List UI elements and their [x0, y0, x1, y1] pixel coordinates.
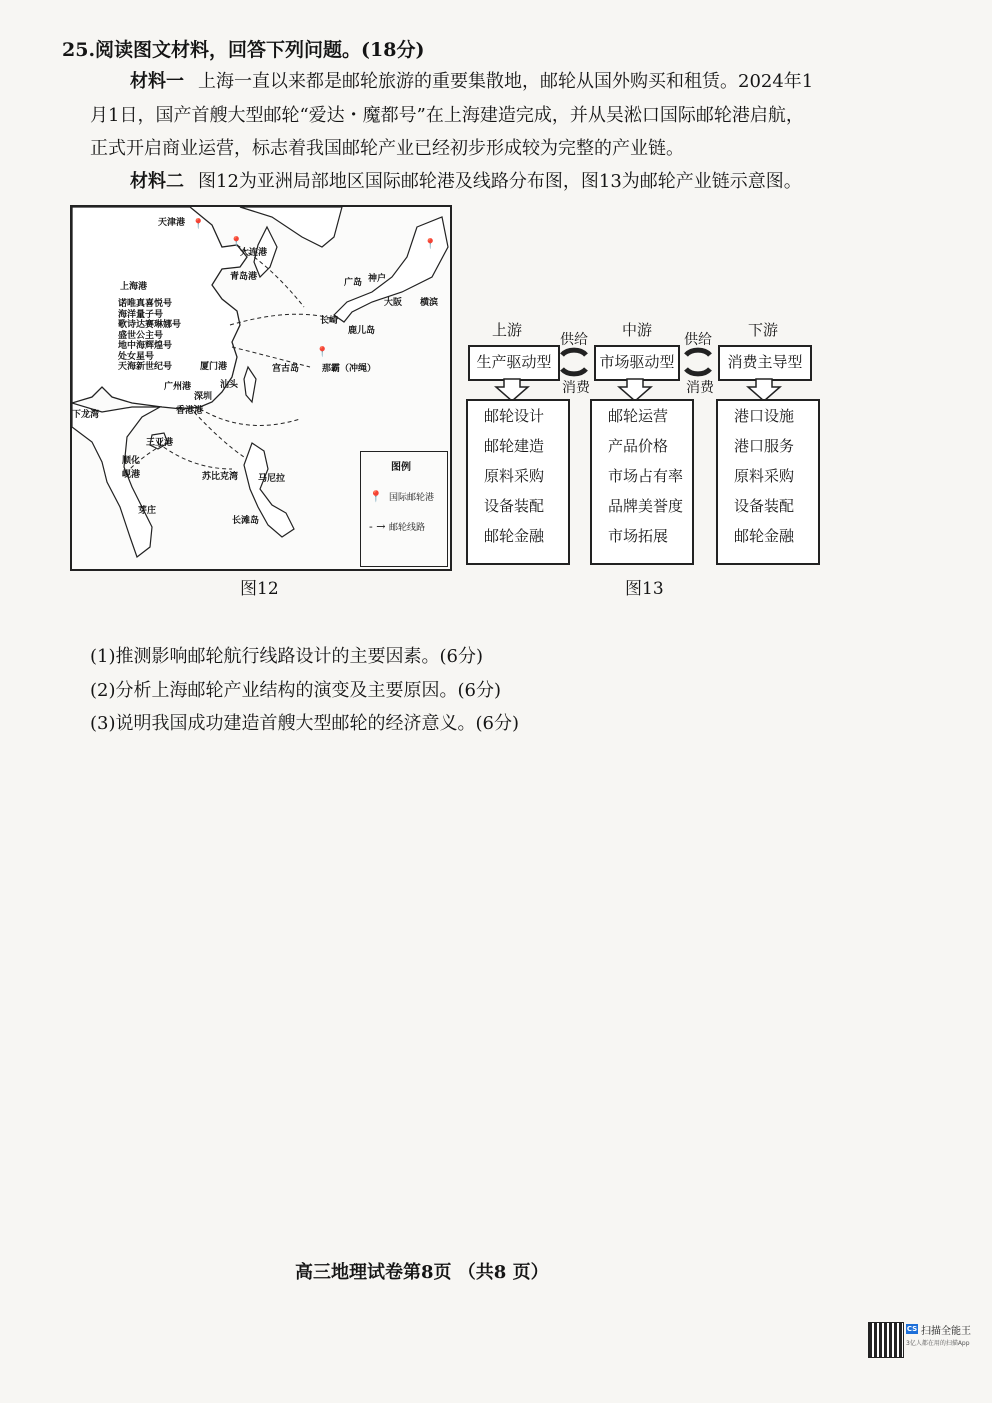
chain-item: 邮轮建造	[484, 437, 545, 455]
chain-item: 港口服务	[734, 437, 795, 455]
ship-item: 处女星号	[118, 351, 155, 362]
ship-item: 诺唯真喜悦号	[118, 299, 173, 309]
consume-label-2: 消费	[686, 380, 714, 396]
chain-item: 邮轮金融	[484, 527, 545, 545]
subquestion-3: (3)说明我国成功建造首艘大型邮轮的经济意义。(6分)	[90, 713, 519, 734]
port-pin-icon: 📍	[424, 239, 437, 250]
page-footer: 高三地理试卷第8页 （共8 页）	[295, 1262, 549, 1283]
chain-item: 邮轮运营	[608, 407, 669, 425]
port-xiamen: 厦门港	[200, 362, 228, 372]
port-pin-icon: 📍	[316, 347, 329, 358]
indochina-outline	[72, 403, 160, 557]
consume-label-1: 消费	[562, 380, 590, 396]
port-nhatrang: 芽庄	[138, 506, 157, 516]
dashed-arrow-icon: - →	[369, 520, 386, 533]
port-hongkong: 香港港	[176, 406, 204, 416]
midstream-label: 中游	[622, 321, 653, 339]
material1-line2: 月1日，国产首艘大型邮轮“爱达・魔都号”在上海建造完成，并从吴淞口国际邮轮港启航，	[90, 105, 804, 126]
ship-item: 歌诗达赛琳娜号	[118, 320, 182, 330]
port-guangdao: 广岛	[344, 278, 363, 288]
chain-item: 原料采购	[484, 467, 545, 485]
northeast-outline	[240, 207, 342, 247]
type-market-driven: 市场驱动型	[594, 345, 680, 381]
route-philippines	[194, 412, 244, 457]
material2-line	[130, 170, 802, 194]
legend-port-label: 国际邮轮港	[389, 493, 435, 503]
shanghai-ship-list	[118, 299, 181, 373]
type-production-driven: 生产驱动型	[468, 345, 560, 381]
down-arrow-icon	[496, 379, 528, 401]
type-consumption-led: 消费主导型	[718, 345, 812, 381]
chain-item: 邮轮设计	[484, 407, 545, 425]
question-title: 25.阅读图文材料，回答下列问题。(18分)	[62, 39, 425, 61]
scanner-watermark	[868, 1322, 972, 1362]
material1-line1	[130, 70, 813, 94]
cruise-port-map	[70, 205, 452, 571]
ship-item: 地中海辉煌号	[118, 341, 173, 351]
material2-text: 图12为亚洲局部地区国际邮轮港及线路分布图，图13为邮轮产业链示意图。	[198, 171, 802, 192]
chain-item: 原料采购	[734, 467, 795, 485]
map-caption: 图12	[240, 579, 279, 599]
ship-item: 盛世公主号	[118, 330, 164, 341]
industry-chain-diagram	[462, 315, 834, 565]
material2-label: 材料二	[130, 171, 184, 192]
port-hue: 顺化	[122, 456, 141, 466]
port-shantou: 汕头	[220, 380, 239, 390]
port-tianjin: 天津港	[158, 218, 186, 228]
cycle-arrow-icon	[562, 350, 586, 374]
chain-item: 市场占有率	[608, 467, 684, 485]
subquestion-2: (2)分析上海邮轮产业结构的演变及主要原因。(6分)	[90, 680, 501, 701]
port-yokohama: 横滨	[420, 298, 439, 308]
down-arrow-icon	[748, 379, 780, 401]
upstream-items	[466, 399, 570, 565]
subquestion-1: (1)推测影响邮轮航行线路设计的主要因素。(6分)	[90, 646, 483, 667]
ship-item: 海洋量子号	[118, 309, 164, 320]
cycle-arrow-icon	[686, 350, 710, 374]
port-naha: 那霸（冲绳）	[322, 364, 377, 374]
port-kagoshima: 鹿儿岛	[348, 326, 376, 336]
port-pin-icon: 📍	[369, 490, 383, 503]
chain-item: 邮轮金融	[734, 527, 795, 545]
legend-route-row	[369, 520, 425, 533]
upstream-label: 上游	[492, 321, 523, 339]
downstream-label: 下游	[748, 321, 779, 339]
scanner-name: 扫描全能王	[921, 1326, 971, 1337]
chain-item: 产品价格	[608, 437, 669, 455]
port-osaka: 大阪	[384, 298, 403, 308]
port-pin-icon: 📍	[192, 219, 205, 230]
port-miyako: 宫古岛	[272, 364, 300, 374]
port-sanya: 三亚港	[146, 438, 174, 448]
port-danang: 岘港	[122, 470, 141, 480]
port-guangzhou: 广州港	[164, 382, 192, 392]
supply-label-1: 供给	[560, 332, 588, 348]
port-pin-icon: 📍	[230, 237, 243, 248]
downstream-items	[716, 399, 820, 565]
legend-port-row	[369, 490, 434, 503]
legend-title: 图例	[391, 462, 411, 473]
midstream-items	[590, 399, 694, 565]
chain-item: 港口设施	[734, 407, 795, 425]
material1-text1: 上海一直以来都是邮轮旅游的重要集散地，邮轮从国外购买和租赁。2024年1	[198, 71, 814, 92]
qr-code-icon	[868, 1322, 904, 1358]
chain-item: 市场拓展	[608, 527, 669, 545]
port-kobe: 神户	[368, 274, 387, 284]
scanner-logo: CS	[906, 1325, 918, 1333]
chain-item: 设备装配	[734, 497, 795, 515]
port-subic: 苏比克湾	[202, 472, 239, 482]
taiwan-outline	[244, 367, 256, 402]
port-changtan: 长滩岛	[232, 516, 260, 526]
down-arrow-icon	[619, 379, 651, 401]
port-shenzhen: 深圳	[194, 392, 213, 402]
legend-route-label: 邮轮线路	[389, 523, 426, 533]
port-manila: 马尼拉	[258, 474, 286, 484]
port-shanghai: 上海港	[120, 282, 148, 292]
chain-item: 设备装配	[484, 497, 545, 515]
port-nagasaki: 长崎	[320, 316, 339, 326]
port-dalian: 大连港	[240, 248, 268, 258]
scanner-subtitle: 3亿人都在用的扫描App	[906, 1340, 970, 1347]
port-qingdao: 青岛港	[230, 272, 258, 282]
map-legend	[360, 451, 448, 567]
material1-line3: 正式开启商业运营，标志着我国邮轮产业已经初步形成较为完整的产业链。	[90, 138, 684, 159]
ship-item: 天海新世纪号	[118, 362, 173, 372]
supply-label-2: 供给	[684, 332, 712, 348]
material1-label: 材料一	[130, 71, 184, 92]
route-japan	[230, 314, 334, 325]
route-hk-east	[194, 405, 300, 425]
chain-caption: 图13	[625, 579, 664, 599]
port-halong: 下龙湾	[72, 410, 100, 420]
chain-item: 品牌美誉度	[608, 497, 684, 515]
